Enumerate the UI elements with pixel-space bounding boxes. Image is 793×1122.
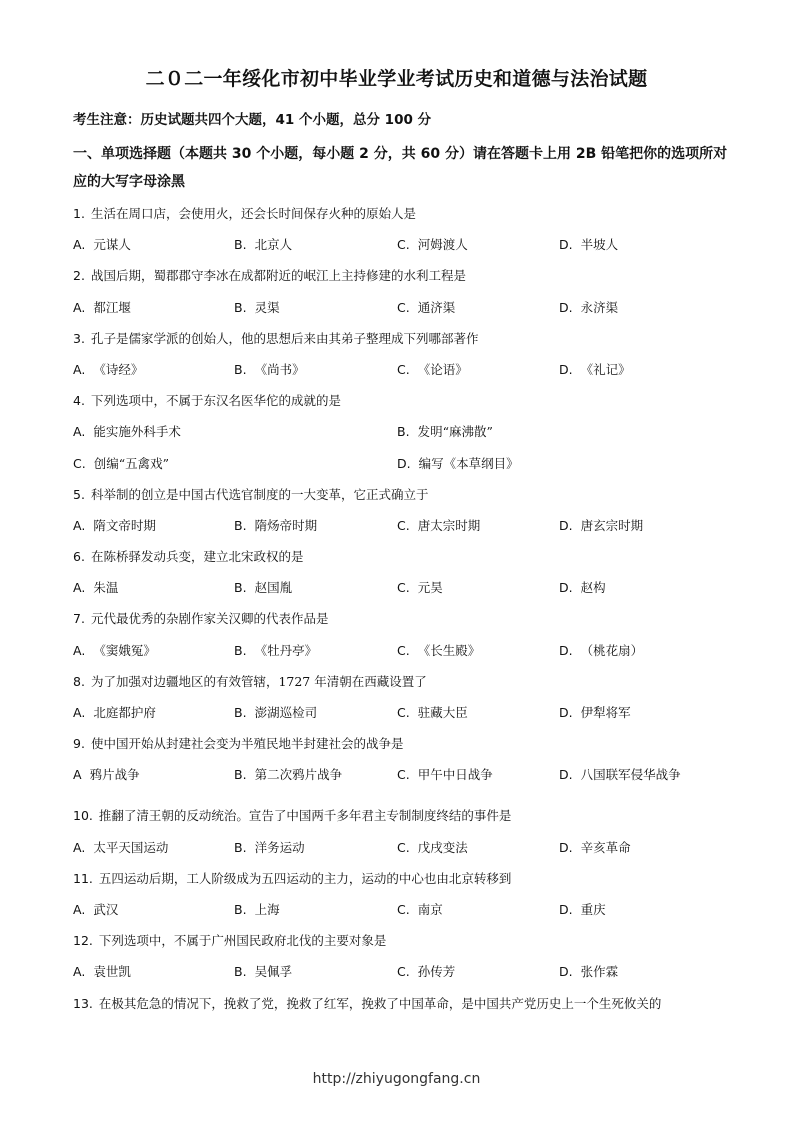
option-d: D. 赵构 bbox=[559, 580, 606, 595]
question-8 bbox=[73, 672, 427, 690]
question-10 bbox=[73, 806, 511, 824]
option-c: C. 《长生殿》 bbox=[397, 643, 481, 658]
options-11 bbox=[73, 900, 733, 918]
question-number: 9. bbox=[73, 736, 85, 751]
option-c: C. 戊戌变法 bbox=[397, 840, 468, 855]
option-c: C. 《论语》 bbox=[397, 362, 468, 377]
options-5 bbox=[73, 516, 733, 534]
footer-url: http://zhiyugongfang.cn bbox=[312, 1071, 481, 1087]
option-d: D. 伊犁将军 bbox=[559, 705, 631, 720]
question-number: 6. bbox=[73, 549, 85, 564]
options-12 bbox=[73, 962, 733, 980]
question-13 bbox=[73, 994, 661, 1012]
option-d: D. 编写《本草纲目》 bbox=[397, 456, 519, 471]
question-text: 五四运动后期，工人阶级成为五四运动的主力，运动的中心也由北京转移到 bbox=[98, 871, 512, 886]
option-d: D. （桃花扇） bbox=[559, 643, 644, 658]
question-number: 2. bbox=[73, 268, 85, 283]
option-d: D. 永济渠 bbox=[559, 300, 619, 315]
question-5 bbox=[73, 485, 428, 503]
question-number: 8. bbox=[73, 674, 85, 689]
option-a: A. 元谋人 bbox=[73, 237, 131, 252]
question-text: 推翻了清王朝的反动统治。宣告了中国两千多年君主专制制度终结的事件是 bbox=[98, 808, 512, 823]
question-text: 生活在周口店，会使用火，还会长时间保存火种的原始人是 bbox=[90, 206, 416, 221]
option-d: D. 张作霖 bbox=[559, 964, 619, 979]
option-d: D. 唐玄宗时期 bbox=[559, 518, 644, 533]
option-d: D. 半坡人 bbox=[559, 237, 619, 252]
question-text: 元代最优秀的杂剧作家关汉卿的代表作品是 bbox=[90, 611, 329, 626]
options-2 bbox=[73, 298, 733, 316]
option-a: A. 北庭都护府 bbox=[73, 705, 156, 720]
question-number: 3. bbox=[73, 331, 85, 346]
option-c: C. 创编“五禽戏” bbox=[73, 456, 169, 471]
options-4-row2 bbox=[73, 454, 733, 472]
option-d: D. 辛亥革命 bbox=[559, 840, 631, 855]
options-6 bbox=[73, 578, 733, 596]
option-d: D. 重庆 bbox=[559, 902, 606, 917]
question-text: 为了加强对边疆地区的有效管辖，1727 年清朝在西藏设置了 bbox=[90, 674, 427, 689]
question-number: 4. bbox=[73, 393, 85, 408]
option-a: A. 都江堰 bbox=[73, 300, 131, 315]
question-text: 使中国开始从封建社会变为半殖民地半封建社会的战争是 bbox=[90, 736, 404, 751]
question-3 bbox=[73, 329, 478, 347]
option-a: A. 袁世凯 bbox=[73, 964, 131, 979]
question-number: 13. bbox=[73, 996, 93, 1011]
options-4-row1 bbox=[73, 422, 733, 440]
options-10 bbox=[73, 838, 733, 856]
option-c: C. 唐太宗时期 bbox=[397, 518, 481, 533]
option-b: B. 隋炀帝时期 bbox=[234, 518, 318, 533]
option-d: D. 《礼记》 bbox=[559, 362, 631, 377]
question-text: 科举制的创立是中国古代选官制度的一大变革，它正式确立于 bbox=[90, 487, 429, 502]
question-text: 战国后期，蜀郡郡守李冰在成都附近的岷江上主持修建的水利工程是 bbox=[90, 268, 466, 283]
question-text: 在陈桥驿发动兵变，建立北宋政权的是 bbox=[90, 549, 304, 564]
question-7 bbox=[73, 609, 328, 627]
question-number: 10. bbox=[73, 808, 93, 823]
option-a: A. 朱温 bbox=[73, 580, 119, 595]
option-c: C. 通济渠 bbox=[397, 300, 456, 315]
option-a: A. 《窦娥冤》 bbox=[73, 643, 156, 658]
page-title: 二０二一年绥化市初中毕业学业考试历史和道德与法治试题 bbox=[145, 68, 648, 90]
question-text: 孔子是儒家学派的创始人，他的思想后来由其弟子整理成下列哪部著作 bbox=[90, 331, 479, 346]
question-12 bbox=[73, 931, 386, 949]
option-b: B. 发明“麻沸散” bbox=[397, 424, 493, 439]
option-c: C. 孙传芳 bbox=[397, 964, 456, 979]
option-b: B. 澎湖巡检司 bbox=[234, 705, 318, 720]
option-b: B. 北京人 bbox=[234, 237, 293, 252]
option-b: B. 灵渠 bbox=[234, 300, 280, 315]
question-4 bbox=[73, 391, 341, 409]
question-11 bbox=[73, 869, 511, 887]
option-b: B. 第二次鸦片战争 bbox=[234, 767, 343, 782]
option-b: B. 吴佩孚 bbox=[234, 964, 293, 979]
question-number: 12. bbox=[73, 933, 93, 948]
options-7 bbox=[73, 641, 733, 659]
option-b: B. 《牡丹亭》 bbox=[234, 643, 318, 658]
option-c: C. 驻藏大臣 bbox=[397, 705, 468, 720]
option-a: A. 太平天国运动 bbox=[73, 840, 169, 855]
option-b: B. 上海 bbox=[234, 902, 280, 917]
options-9 bbox=[73, 765, 733, 783]
question-number: 11. bbox=[73, 871, 93, 886]
option-a: A. 《诗经》 bbox=[73, 362, 144, 377]
option-d: D. 八国联军侵华战争 bbox=[559, 767, 681, 782]
option-b: B. 《尚书》 bbox=[234, 362, 305, 377]
option-a: A. 隋文帝时期 bbox=[73, 518, 156, 533]
option-c: C. 河姆渡人 bbox=[397, 237, 468, 252]
options-8 bbox=[73, 703, 733, 721]
question-text: 下列选项中，不属于东汉名医华佗的成就的是 bbox=[90, 393, 341, 408]
question-text: 在极其危急的情况下，挽救了党，挽救了红军，挽救了中国革命，是中国共产党历史上一个生死攸关的 bbox=[98, 996, 662, 1011]
question-6 bbox=[73, 547, 303, 565]
option-a: A 鸦片战争 bbox=[73, 767, 140, 782]
question-1 bbox=[73, 204, 416, 222]
option-c: C. 甲午中日战争 bbox=[397, 767, 493, 782]
options-3 bbox=[73, 360, 733, 378]
option-a: A. 能实施外科手术 bbox=[73, 424, 181, 439]
option-c: C. 南京 bbox=[397, 902, 443, 917]
option-a: A. 武汉 bbox=[73, 902, 119, 917]
exam-notice: 考生注意：历史试题共四个大题，41 个小题，总分 100 分 bbox=[73, 112, 432, 128]
options-1 bbox=[73, 235, 733, 253]
option-b: B. 洋务运动 bbox=[234, 840, 305, 855]
question-number: 1. bbox=[73, 206, 85, 221]
option-c: C. 元昊 bbox=[397, 580, 443, 595]
option-b: B. 赵国胤 bbox=[234, 580, 293, 595]
question-number: 5. bbox=[73, 487, 85, 502]
question-2 bbox=[73, 266, 466, 284]
question-number: 7. bbox=[73, 611, 85, 626]
question-9 bbox=[73, 734, 403, 752]
section-heading: 一、单项选择题（本题共 30 个小题，每小题 2 分，共 60 分）请在答题卡上用 2B 铅笔把你的选项所对应的大写字母涂黑 bbox=[73, 146, 728, 190]
question-text: 下列选项中，不属于广州国民政府北伐的主要对象是 bbox=[98, 933, 387, 948]
